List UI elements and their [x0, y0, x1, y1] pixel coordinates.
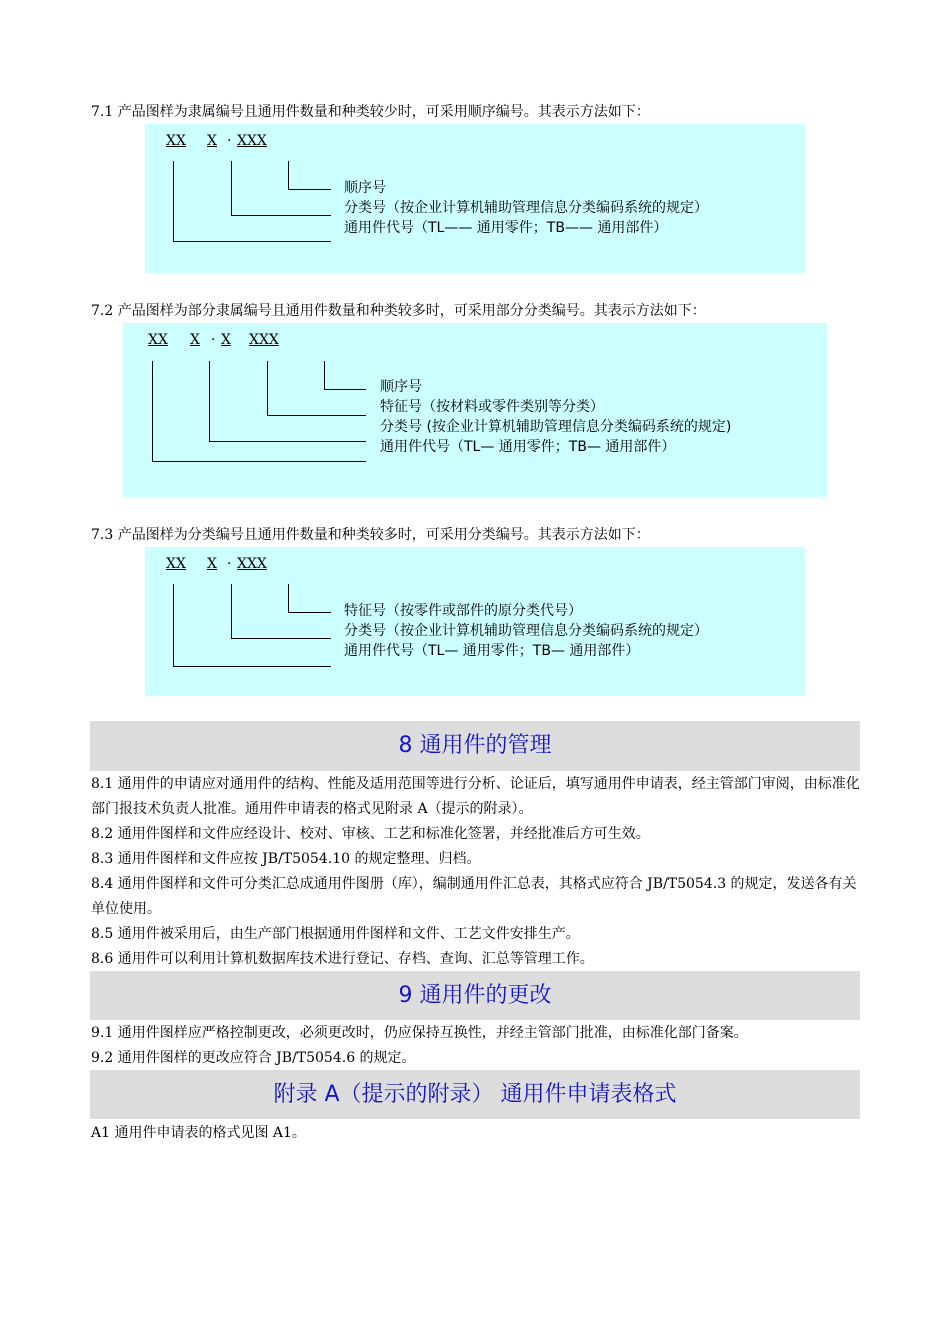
connector-line — [267, 361, 268, 415]
label-sequence-number: 顺序号 — [380, 379, 422, 395]
paragraph-8-6: 8.6 通用件可以利用计算机数据库技术进行登记、存档、查询、汇总等管理工作。 — [91, 951, 594, 967]
paragraph-9-2: 9.2 通用件图样的更改应符合 JB/T5054.6 的规定。 — [91, 1050, 416, 1066]
connector-line — [173, 666, 331, 667]
label-common-part-code: 通用件代号（TL—— 通用零件；TB—— 通用部件） — [344, 220, 668, 236]
label-common-part-code: 通用件代号（TL— 通用零件；TB— 通用部件） — [380, 439, 676, 455]
code-segment: X — [190, 332, 200, 348]
paragraph-7-2: 7.2 产品图样为部分隶属编号且通用件数量和种类较多时，可采用部分分类编号。其表示方法如下： — [91, 303, 706, 319]
connector-line — [288, 189, 331, 190]
connector-line — [324, 361, 325, 389]
code-segment: XX — [166, 133, 186, 149]
numbering-diagram-3 — [145, 547, 805, 696]
code-segment: X — [207, 556, 217, 572]
label-class-number: 分类号（按企业计算机辅助管理信息分类编码系统的规定） — [344, 623, 708, 639]
numbering-diagram-1 — [145, 124, 805, 273]
connector-line — [173, 161, 174, 241]
connector-line — [152, 361, 153, 461]
label-common-part-code: 通用件代号（TL— 通用零件；TB— 通用部件） — [344, 643, 640, 659]
label-class-number: 分类号（按企业计算机辅助管理信息分类编码系统的规定） — [344, 200, 708, 216]
code-segment: X — [207, 133, 217, 149]
connector-line — [209, 441, 366, 442]
connector-line — [288, 584, 289, 612]
paragraph-7-1: 7.1 产品图样为隶属编号且通用件数量和种类较少时，可采用顺序编号。其表示方法如下： — [91, 104, 650, 120]
code-segment: X — [221, 332, 231, 348]
label-sequence-number: 顺序号 — [344, 180, 386, 196]
paragraph-8-1: 8.1 通用件的申请应对通用件的结构、性能及适用范围等进行分析、论证后，填写通用件申请表，经主管部门审阅，由标准化部门报技术负责人批准。通用件申请表的格式见附录 A（提示的附录）。 — [91, 776, 860, 817]
connector-line — [288, 161, 289, 189]
code-segment: XX — [166, 556, 186, 572]
numbering-diagram-2 — [123, 323, 827, 497]
label-feature-number: 特征号（按零件或部件的原分类代号） — [344, 603, 582, 619]
connector-line — [231, 638, 331, 639]
paragraph-7-3: 7.3 产品图样为分类编号且通用件数量和种类较多时，可采用分类编号。其表示方法如下： — [91, 527, 650, 543]
paragraph-8-4: 8.4 通用件图样和文件可分类汇总成通用件图册（库），编制通用件汇总表，其格式应符合 JB/T5054.3 的规定，发送各有关单位使用。 — [91, 876, 857, 917]
connector-line — [152, 461, 366, 462]
paragraph-a1: A1 通用件申请表的格式见图 A1。 — [91, 1125, 306, 1141]
section-heading-8: 8 通用件的管理 — [90, 721, 860, 771]
connector-line — [173, 241, 331, 242]
connector-line — [173, 584, 174, 666]
connector-line — [324, 389, 366, 390]
connector-line — [231, 584, 232, 638]
connector-line — [231, 215, 331, 216]
paragraph-8-5: 8.5 通用件被采用后，由生产部门根据通用件图样和文件、工艺文件安排生产。 — [91, 926, 580, 942]
connector-line — [267, 415, 366, 416]
label-class-number: 分类号 (按企业计算机辅助管理信息分类编码系统的规定) — [380, 419, 732, 435]
connector-line — [231, 161, 232, 215]
label-feature-number: 特征号（按材料或零件类别等分类） — [380, 399, 604, 415]
code-separator: · — [211, 332, 216, 348]
paragraph-8-2: 8.2 通用件图样和文件应经设计、校对、审核、工艺和标准化签署，并经批准后方可生效。 — [91, 826, 650, 842]
code-separator: · — [227, 133, 232, 149]
code-segment: XXX — [237, 556, 267, 572]
section-heading-9: 9 通用件的更改 — [90, 971, 860, 1020]
connector-line — [288, 612, 331, 613]
code-segment: XXX — [237, 133, 267, 149]
code-segment: XX — [148, 332, 168, 348]
code-segment: XXX — [249, 332, 279, 348]
paragraph-9-1: 9.1 通用件图样应严格控制更改，必须更改时，仍应保持互换性，并经主管部门批准，由标准化部门备案。 — [91, 1025, 748, 1041]
code-separator: · — [227, 556, 232, 572]
paragraph-8-3: 8.3 通用件图样和文件应按 JB/T5054.10 的规定整理、归档。 — [91, 851, 481, 867]
connector-line — [209, 361, 210, 441]
appendix-heading: 附录 A（提示的附录） 通用件申请表格式 — [90, 1070, 860, 1119]
